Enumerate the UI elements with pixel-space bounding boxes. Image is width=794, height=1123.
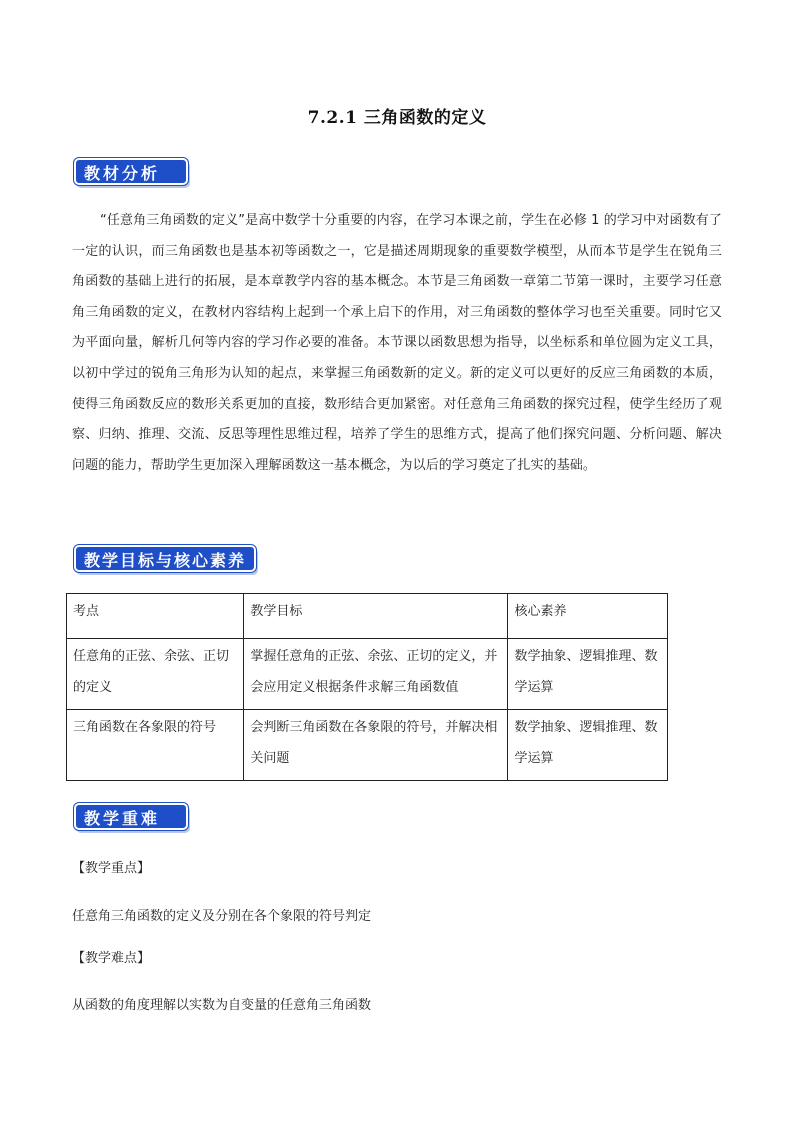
focus-text: 任意角三角函数的定义及分别在各个象限的符号判定 — [72, 909, 372, 924]
difficulty-text: 从函数的角度理解以实数为自变量的任意角三角函数 — [72, 998, 372, 1013]
table-header-cell: 教学目标 — [244, 594, 508, 639]
table-header-cell: 考点 — [67, 594, 244, 639]
table-row — [67, 639, 668, 710]
table-header-row — [67, 594, 668, 639]
page-title: 7.2.1 三角函数的定义 — [307, 108, 487, 128]
section-heading-objectives: 教学目标与核心素养 — [74, 545, 256, 572]
table-cell: 三角函数在各象限的符号 — [67, 710, 244, 781]
section-heading-key-points: 教学重难点 — [74, 803, 188, 830]
focus-label: 【教学重点】 — [72, 861, 151, 876]
table-cell: 掌握任意角的正弦、余弦、正切的定义，并会应用定义根据条件求解三角函数值 — [244, 639, 508, 710]
difficulty-label: 【教学难点】 — [72, 951, 151, 966]
table-cell: 数学抽象、逻辑推理、数学运算 — [508, 639, 668, 710]
objectives-table — [66, 593, 668, 781]
table-row — [67, 710, 668, 781]
table-header-cell: 核心素养 — [508, 594, 668, 639]
section-heading-analysis: 教材分析 — [74, 158, 188, 185]
analysis-paragraph: “任意角三角函数的定义”是高中数学十分重要的内容，在学习本课之前，学生在必修 1 的学习中对函数有了一定的认识，而三角函数也是基本初等函数之一，它是描述周期现象的重要数学模型，从而本节是学生在锐角三角函数的基础上进行的拓展，是本章教学内容的基本概念。本节是三角函数一章第二节第一课时，主要学习任意角三角函数的定义，在教材内容结构上起到一个承上启下的作用，对三角函数的整体学习也至关重要。同时它又为平面向量，解析几何等内容的学习作必要的准备。本节课以函数思想为指导，以坐标系和单位圆为定义工具，以初中学过的锐角三角形为认知的起点，来掌握三角函数新的定义。新的定义可以更好的反应三角函数的本质，使得三角函数反应的数形关系更加的直接，数形结合更加紧密。对任意角三角函数的探究过程，使学生经历了观察、归纳、推理、交流、反思等理性思维过程，培养了学生的思维方式，提高了他们探究问题、分析问题、解决问题的能力，帮助学生更加深入理解函数这一基本概念，为以后的学习奠定了扎实的基础。 — [72, 213, 722, 473]
table-cell: 会判断三角函数在各象限的符号，并解决相关问题 — [244, 710, 508, 781]
table-cell: 数学抽象、逻辑推理、数学运算 — [508, 710, 668, 781]
table-cell: 任意角的正弦、余弦、正切的定义 — [67, 639, 244, 710]
